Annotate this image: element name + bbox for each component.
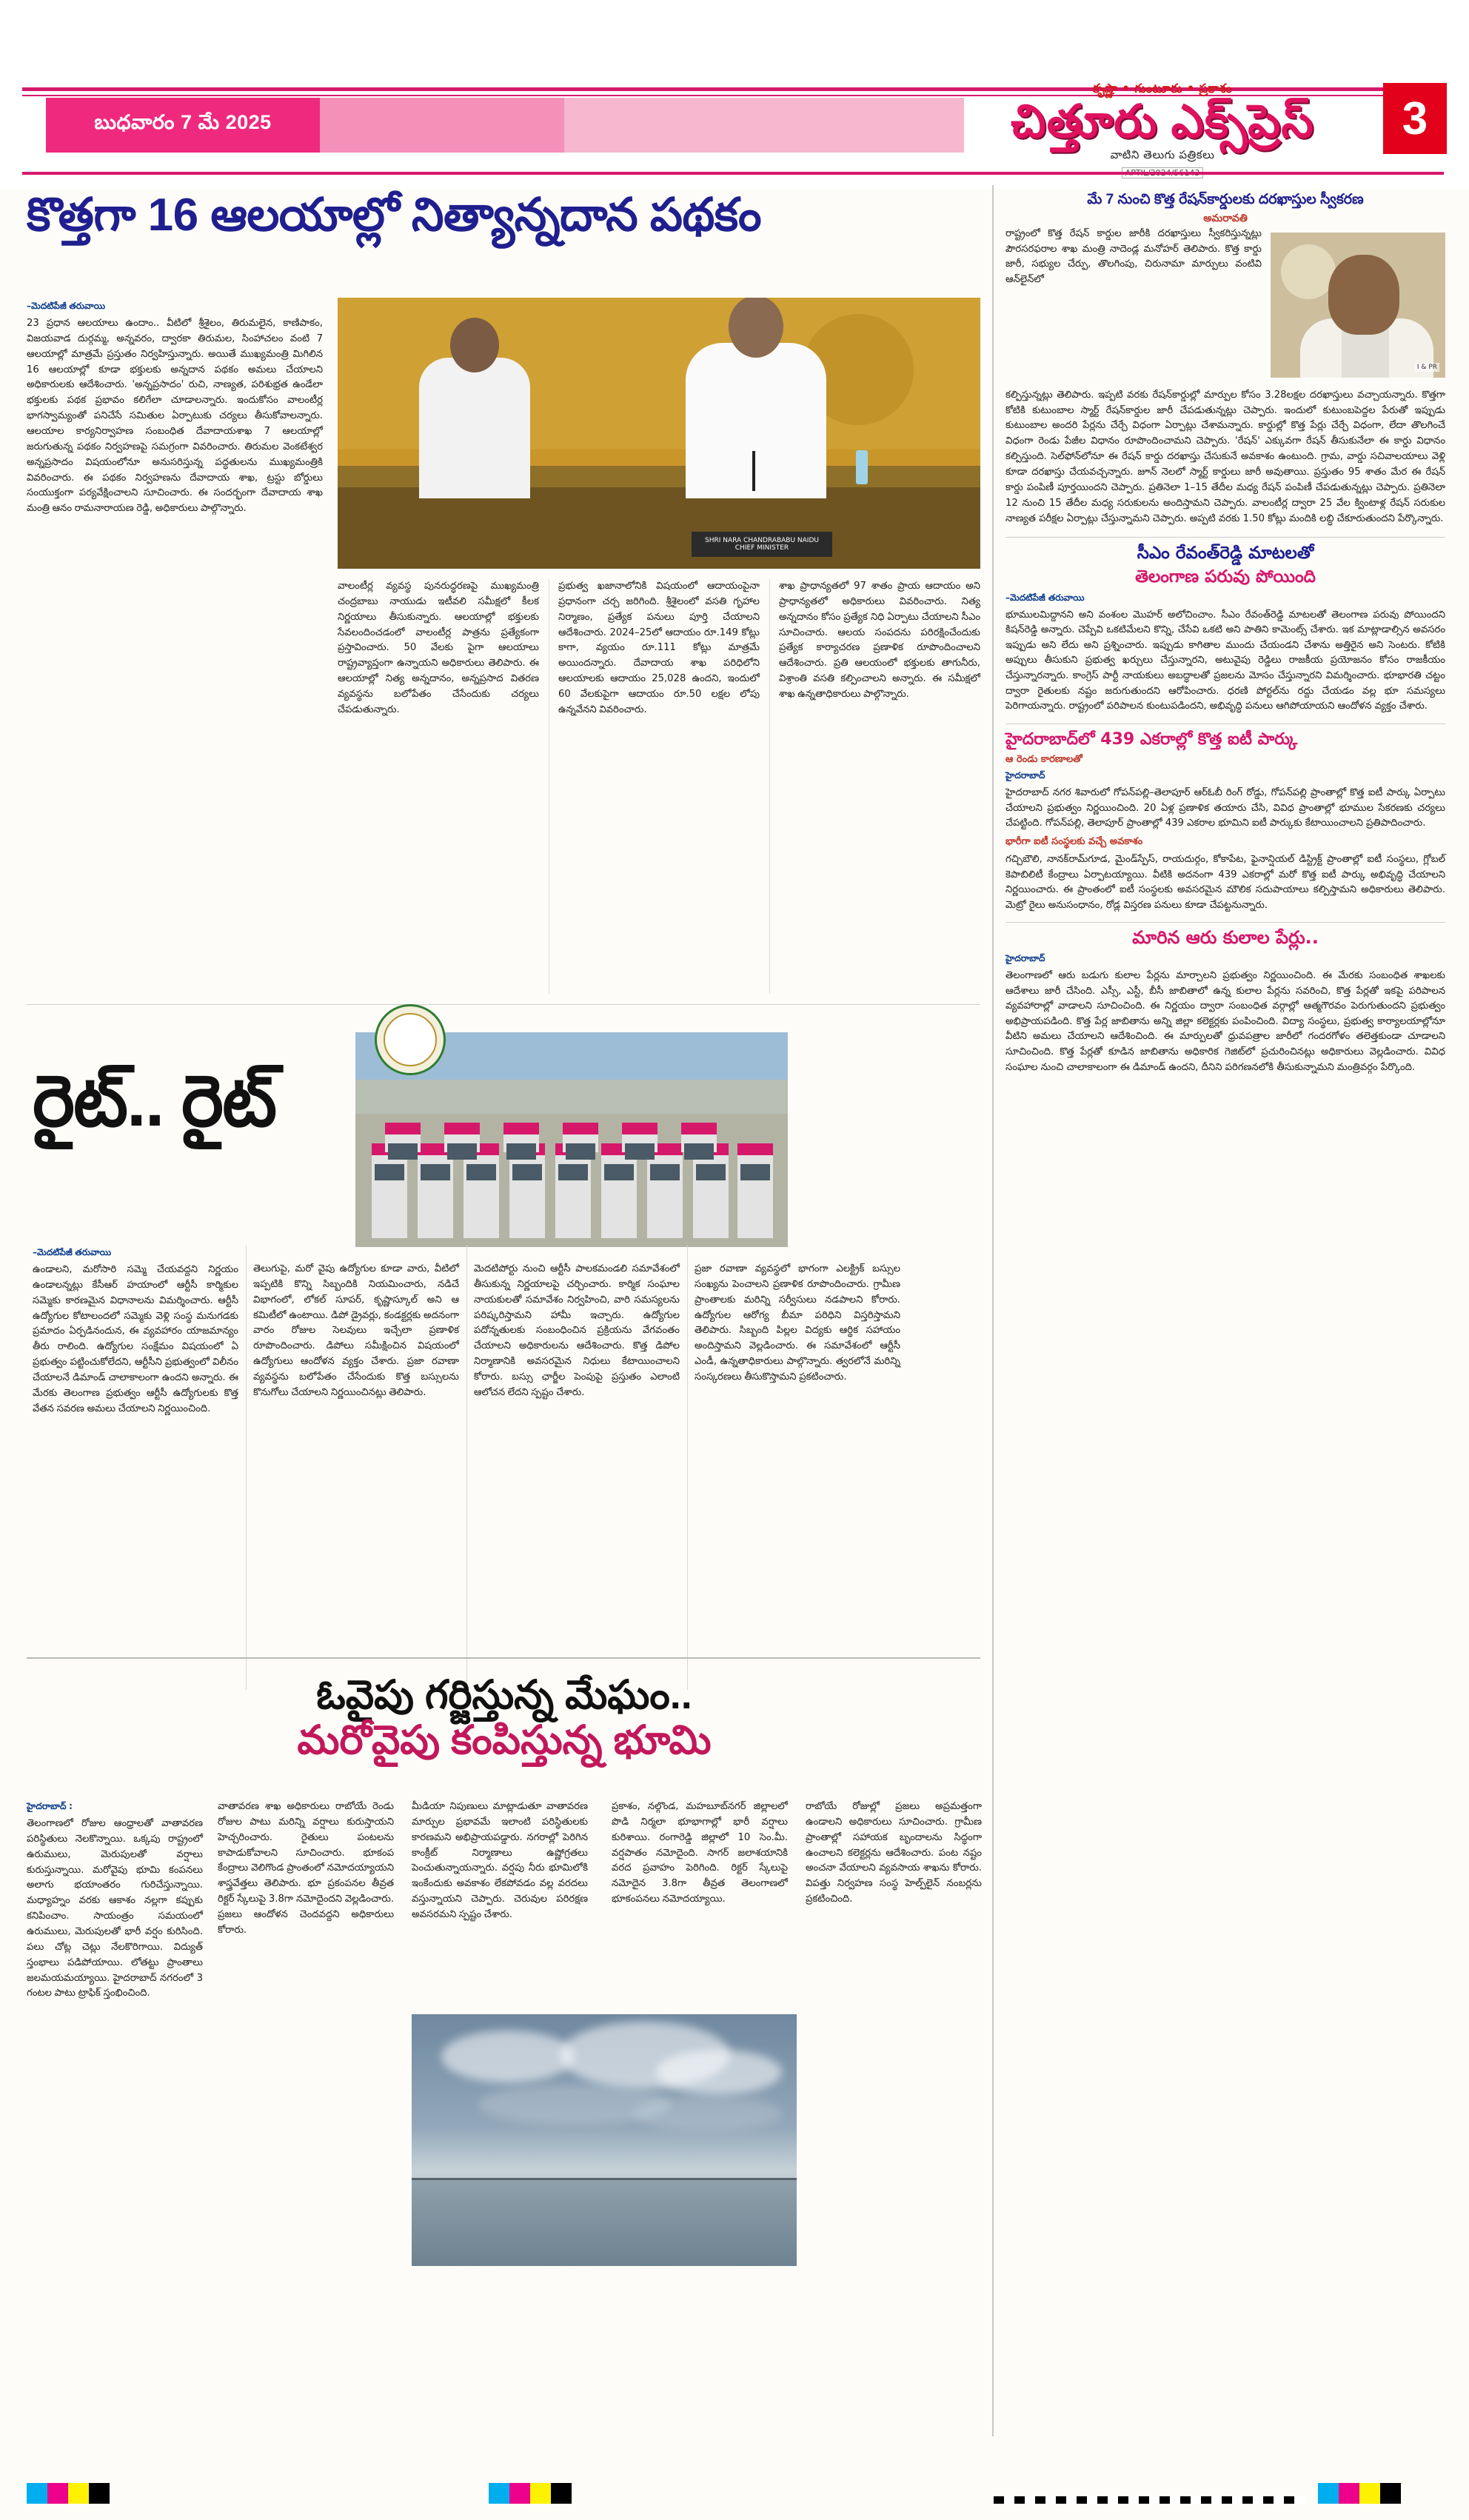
page-number: 3 — [1383, 83, 1447, 154]
story-temples-col4-text: శాఖ ప్రాధాన్యతలో 97 శాతం ప్రాయ ఆదాయం అని ప్రాధాన్యతలో అధికారులు వివరించారు. నిత్య అన్నదానం కోసం ప్రత్యేక నిధి ఏర్పాటు చేయాలని సీఎం సూచించారు. ఆలయ సంపదను పరిరక్షించేందుకు ప్రత్యేక కార్యాచరణ ప్రణాళిక రూపొందించాలని ఆదేశించారు. ప్రతి ఆలయంలో భక్తులకు తాగునీరు, విశ్రాంతి వసతి కల్పించాలని అన్నారు. ఈ సమీక్షలో శాఖ ఉన్నతాధికారులు పాల్గొన్నారు. — [779, 581, 980, 701]
story-rtc-col3 — [474, 1262, 680, 1401]
story-names-text: తెలంగాణలో ఆరు బడుగు కులాల పేర్లను మార్చాలని ప్రభుత్వం నిర్ణయించింది. ఈ మేరకు సంబంధిత శాఖలకు ఆదేశాలు జారీ చేసింది. ఎస్సీ, ఎస్టీ, బీసీ జాబితాలో ఉన్న కులాల పేర్లను సవరించి, కొత్త పేర్లతో ఇకపై పరిపాలన వ్యవహారాల్లో వాడాలని సూచించింది. ఈ నిర్ణయం ద్వారా సంబంధిత వర్గాల్లో ఆత్మగౌరవం పెరుగుతుందని ప్రభుత్వం అభిప్రాయపడింది. కొత్త పేర్ల జాబితాను అన్ని జిల్లా కలెక్టర్లకు పంపించింది. విద్యా సంస్థలు, ప్రభుత్వ కార్యాలయాల్లోనూ వీటిని అమలు చేయాలని ఆదేశించింది. ఈ మార్పులతో ధ్రువపత్రాల జారీలో గందరగోళం తలెత్తకుండా చూడాలని సూచించింది. కొత్త పేర్లతో కూడిన జాబితాను అధికారిక గెజిట్‌లో ప్రచురించినట్లు అధికారులు వెల్లడించారు. వివిధ సంఘాల నుంచి చాలాకాలంగా ఈ డిమాండ్ ఉందని, దీనిని పరిగణనలోకి తీసుకున్నామని మంత్రివర్గం పేర్కొంది. — [1005, 970, 1445, 1073]
story-rtc-col2 — [253, 1262, 459, 1401]
photo-storm-clouds — [412, 2014, 797, 2266]
story-temples — [27, 275, 979, 1001]
story-rtc-col4-text: ప్రజా రవాణా వ్యవస్థలో భాగంగా ఎలక్ట్రిక్ బస్సుల సంఖ్యను పెంచాలని ప్రణాళిక రూపొందించారు. గ్రామీణ ప్రాంతాలకు మరిన్ని సర్వీసులు నడపాలని కోరారు. ఉద్యోగుల ఆరోగ్య బీమా పరిధిని విస్తరిస్తామని తెలిపారు. సిబ్బంది పిల్లల విద్యకు ఆర్థిక సహాయం అందిస్తామని వెల్లడించారు. ఈ సమావేశంలో ఆర్టీసీ ఎండీ, ఉన్నతాధికారులు పాల్గొన్నారు. త్వరలోనే మరిన్ని సంస్కరణలు తీసుకొస్తామని ప్రకటించారు. — [695, 1263, 900, 1383]
story-revanth-headline-line1: సీఎం రేవంత్‌రెడ్డి మాటలతో — [1137, 544, 1314, 564]
story-weather-col2 — [218, 1799, 394, 1939]
story-weather-col5-text: రాబోయే రోజుల్లో ప్రజలు అప్రమత్తంగా ఉండాలని అధికారులు సూచించారు. గ్రామీణ ప్రాంతాల్లో సహాయక బృందాలను సిద్ధంగా ఉంచాలని కలెక్టర్లను ఆదేశించారు. పంట నష్టం అంచనా వేయాలని వ్యవసాయ శాఖను కోరారు. విపత్తు నిర్వహణ సంస్థ హెల్ప్‌లైన్ నంబర్లను ప్రకటించింది. — [806, 1801, 982, 1905]
government-seal-icon — [1281, 244, 1336, 299]
color-bars-middle — [489, 2483, 572, 2504]
story-rtc-headline: రైట్.. రైట్ — [33, 1062, 276, 1141]
story-weather-col3 — [412, 1799, 588, 1923]
swatch-yellow — [68, 2483, 89, 2504]
date-badge-filler — [320, 98, 564, 153]
story-itpark-headline: హైదరాబాద్‌లో 439 ఎకరాల్లో కొత్త ఐటీ పార్కు — [1005, 729, 1298, 749]
story-temples-col1-text: 23 ప్రధాన ఆలయాలు ఉందాం.. వీటిలో శ్రీశైలం, తిరుమలైన, కాణిపాకం, విజయవాడ దుర్గమ్మ, అన్నవరం, ద్వారకా తిరుమల, సింహాచలం వంటి 7 ఆలయాల్లో మాత్రమే ప్రస్తుతం నిర్వహిస్తున్నారు. అయితే ముఖ్యమంత్రి మిగిలిన 16 ఆలయాల్లో కూడా భక్తులకు అన్నదాన పథకం అమలు చేయాలని అధికారులకు ఆదేశించారు. 'అన్నప్రసాదం' రుచి, నాణ్యత, పరిశుభ్రత ఉండేలా భక్తులకు పథక ప్రభావం కలిగేలా చూడాలన్నారు. ఇందుకోసం వాలంటీర్ల భాగస్వామ్యంతో పనిచేసే సమితుల ఏర్పాటుకు చర్యలు తీసుకోవాలన్నారు. ఆలయాల కార్యనిర్వాహణ సంబంధిత దేవాదాయశాఖ 7 ఆలయాల్లో జరుగుతున్న పథకం నిర్వహణపై సమగ్రంగా వివరించారు. తిరుమల వెంకటేశ్వర అన్నప్రసాదం విషయంలోనూ అనుసరిస్తున్న పద్ధతులను ముఖ్యమంత్రికి వివరించారు. ఈ పథకం నిర్వహణను దేవాదాయ శాఖ, ట్రస్టు బోర్డులు సంయుక్తంగా పర్యవేక్షించాలని సూచించారు. ఈ సందర్భంగా దేవాదాయ శాఖ మంత్రి ఆనం రామనారాయణ రెడ్డి, అధికారులు పాల్గొన్నారు. — [27, 317, 323, 515]
story-weather-col1-text: తెలంగాణలో రోజుల ఆంధ్రాలతో వాతావరణ పరిస్థితులు నెలకొన్నాయి. ఒక్కపు రాష్ట్రంలో ఉరుములు, మెరుపులతో వర్షాలు కురుస్తున్నాయి. మరోవైపు భూమి కంపనలు అలాగు భయాంతరం గురిచేస్తున్నాయి. మధ్యాహ్నం వరకు ఆకాశం నల్లగా కప్పుకు కనిపించాం. సాయంత్రం సమయంలో ఉరుములు, మెరుపులతో భారీ వర్షం కురిసింది. పలు చోట్ల చెట్లు నేలకొరిగాయి. విద్యుత్ స్తంభాలు పడిపోయాయి. లోతట్టు ప్రాంతాలు జలమయమయ్యాయి. హైదరాబాద్ నగరంలో 3 గంటల పాటు ట్రాఫిక్ స్తంభించింది. — [27, 1817, 203, 1999]
swatch-magenta-3 — [1339, 2483, 1359, 2504]
story-weather-col2-text: వాతావరణ శాఖ అధికారులు రాబోయే రెండు రోజుల పాటు మరిన్ని వర్షాలు కురుస్తాయని హెచ్చరించారు. రైతులు పంటలను కాపాడుకోవాలని సూచించారు. భూకంప కేంద్రాలు వెలిగొండ ప్రాంతంలో నమోదయ్యాయని శాస్త్రవేత్తలు తెలిపారు. భూ ప్రకంపనల తీవ్రత రిక్టర్ స్కేలుపై 3.8గా నమోదైందని వెల్లడించారు. ప్రజలు ఆందోళన చెందవద్దని అధికారులు కోరారు. — [218, 1801, 394, 1936]
color-bars-left — [27, 2483, 110, 2504]
column-divider-main — [992, 185, 994, 2436]
story-revanth — [1005, 544, 1445, 714]
date-badge: బుధవారం 7 మే 2025 — [46, 98, 320, 153]
newspaper-logo — [955, 80, 1370, 169]
story-temples-byline: –మెదటిపేజీ తరువాయి — [27, 301, 106, 311]
story-temples-col3-text: ప్రభుత్వ ఖజానాలోనికి విషయంలో ఆదాయంపైనా ప్రధానంగా చర్చ జరిగింది. శ్రీశైలంలో వసతి గృహాల నిర్మాణం, ప్రత్యేక పనులు పూర్తి చేయాలని ఆదేశించారు. 2024–25లో ఆదాయం రూ.149 కోట్లు కాగా, వ్యయం రూ.111 కోట్లు మాత్రమే అయిందన్నారు. దేవాదాయ శాఖ పరిధిలోని ఆలయాలకు ఆదాయం 25,028 ఉందని, ఇందులో 60 వేలకుపైగా ఆదాయం రూ.50 లక్షల లోపు ఉన్నవేనని వివరించారు. — [558, 581, 760, 715]
story-temples-col1 — [27, 299, 323, 988]
masthead — [0, 0, 1469, 189]
story-weather — [27, 1799, 982, 2466]
story-ration-subhead: అమరావతి — [1203, 212, 1248, 224]
logo-subtitle: వాటిని తెలుగు పత్రికలు — [1110, 148, 1215, 161]
story-itpark-subhead2: భారీగా ఐటీ సంస్థలకు వచ్చే అవకాశం — [1005, 835, 1143, 847]
swatch-cyan-2 — [489, 2483, 509, 2504]
story-revanth-headline-line2: తెలంగాణ పరువు పోయింది — [1135, 567, 1316, 587]
story-weather-col3-text: మీడియా నిపుణులు మాట్లాడుతూ వాతావరణ మార్పుల ప్రభావమే ఇలాంటి పరిస్థితులకు కారణమని అభిప్రాయపడ్డారు. నగరాల్లో పెరిగిన కాంక్రీట్ నిర్మాణాలు ఉష్ణోగ్రతలు పెంచుతున్నాయన్నారు. వర్షపు నీరు భూమిలోకి ఇంకేందుకు అవకాశం లేకపోవడం వల్ల వరదలు వస్తున్నాయని చెప్పారు. చెరువుల పరిరక్షణ అవసరమని స్పష్టం చేశారు. — [412, 1801, 588, 1921]
swatch-magenta-2 — [509, 2483, 530, 2504]
story-itpark-subhead: ఆ రెండు కారణాలతో — [1005, 754, 1082, 766]
story-names — [1005, 927, 1445, 1075]
divider-rail-2 — [1005, 723, 1445, 724]
photo-minister — [1271, 233, 1445, 378]
story-rtc-col1 — [33, 1246, 238, 1417]
color-bars-right — [1318, 2483, 1401, 2504]
story-ration-headline: మే 7 నుంచి కొత్త రేషన్‌కార్డులకు దరఖాస్తుల స్వీకరణ — [1087, 192, 1364, 207]
story-rtc — [27, 1023, 979, 1660]
story-rtc-col2-text: తెలుగుపై, మరో వైపు ఉద్యోగుల కూడా వారు, వీటిలో ఇప్పటికి కొన్ని సిబ్బందికి నియమించారు, నడిచే విభాగంలో, లోకల్ సూపర్, కృష్ణాస్కూల్ అని ఆ కమిటీలో ఉంటాయి. డిపో డ్రైవర్లు, కండక్టర్లకు అదనంగా వారం రోజుల సెలవులు ఇచ్చేలా ప్రణాళిక రూపొందించారు. డిపోలు సమీక్షించిన విషయంలో ఉద్యోగులు ఆందోళన వ్యక్తం చేశారు. ప్రజా రవాణా వ్యవస్థను బలోపేతం చేసేందుకు కొత్త బస్సులను కొనుగోలు చేయాలని నిర్ణయించినట్లు తెలిపారు. — [253, 1263, 459, 1398]
divider-rail-1 — [1005, 537, 1445, 538]
swatch-black-2 — [551, 2483, 572, 2504]
divider-rail-3 — [1005, 922, 1445, 923]
divider-rtc-2 — [466, 1246, 467, 1690]
story-revanth-text: భూములమిద్దానని అని వంశంల మొహర్ అలోచించాం. సీఎం రేవంత్‌రెడ్డి మాటలతో తెలంగాణ పరువు పోయిందని కిషన్‌రెడ్డి అన్నారు. చెప్పేవి ఒకటిమేలని కొన్ని, చేసేవి ఒకటి అని పాతిని కామెంట్స్ చేశారు. ఇక మాట్లాడాల్సిన అవసరం ఇప్పుడు అని లేదు అని ప్రశ్నించారు. ఇప్పుడు కాగితాల ముందు చేయండని చేశాను అత్తిరైన అని సెంటరు. కోటికి అప్పులు తీసుకుని ప్రభుత్వ ఖర్చులు చేస్తున్నారని, అటువైపు రెడ్డిలు రాజకీయ ప్రయోజనం కోసం రాజకీయం చేస్తున్నారన్నారు. కాంగ్రెస్ పార్టీ నాయకులు అబద్ధాలతో ప్రజలను మోసం చేస్తున్నారని విమర్శించారు. భూభారతి చట్టం ద్వారా రైతులకు నష్టం జరుగుతుందని ఆరోపించారు. ధరణి పోర్టల్‌ను రద్దు చేయడం వల్ల భూ సమస్యలు పెరిగాయన్నారు. రాష్ట్రంలో పరిపాలన కుంటుపడిందని, అభివృద్ధి పనులు ఆగిపోయాయని ఆందోళన వ్యక్తం చేశారు. — [1005, 609, 1445, 712]
story-revanth-byline: –మెదటిపేజీ తరువాయి — [1005, 592, 1085, 603]
divider-rtc-3 — [687, 1246, 688, 1690]
water-bottle-icon — [856, 450, 868, 484]
swatch-yellow-3 — [1359, 2483, 1380, 2504]
photo-cm-meeting — [338, 298, 980, 569]
story-weather-col4-text: ప్రకాశం, నల్గొండ, మహబూబ్‌నగర్ జిల్లాలలో పొడి నిర్మలా భూభాగాల్లో భారీ వర్షాలు కురిశాయి. రంగారెడ్డి జిల్లాలో 10 సెం.మీ. వర్షపాతం నమోదైంది. సాగర్ జలాశయానికి వరద ప్రవాహం పెరిగింది. రిక్టర్ స్కేలుపై నమోదైన 3.8గా తీవ్రత తెలంగాణలో భూకంపనలు నమోదయ్యాయి. — [612, 1801, 788, 1905]
swatch-black — [89, 2483, 110, 2504]
masthead-pink-band — [564, 98, 964, 153]
swatch-black-3 — [1380, 2483, 1401, 2504]
story-itpark-text1: హైదరాబాద్ నగర శివారులో గోపన్‌పల్లి–తెలాపూర్ ఆర్ఓబీ రింగ్ రోడ్డు, గోపన్‌పల్లి ప్రాంతాల్లో కొత్త ఐటీ పార్కు ఏర్పాటు చేయాలని ప్రభుత్వం నిర్ణయించింది. 20 ఏళ్ల ప్రణాళిక తయారు చేసి, వివిధ ప్రాంతాల్లో భూముల సేకరణకు చర్యలు చేపట్టింది. గోపన్‌పల్లి, తెలాపూర్ ప్రాంతాల్లో 439 ఎకరాల భూమిని ఐటీ పార్కుకు కేటాయించాలని ప్రతిపాదించారు. — [1005, 787, 1445, 829]
divider-after-story1 — [27, 1004, 980, 1005]
story-ration-text2: కల్పిస్తున్నట్లు తెలిపారు. ఇప్పటి వరకు రేషన్‌కార్డుల్లో మార్పుల కోసం 3.28లక్షల దరఖాస్తులు వచ్చాయన్నారు. కొత్తగా కోటికి కుటుంబాల స్మార్ట్ రేషన్‌కార్డుల జారీ చేపడుతున్నట్లు చెప్పారు. ఇందులో కుటుంబపెద్దల పేరుతో ఇప్పుడు కుటుంబాల అందరి పేర్లను చేర్చే విధంగా ఏర్పాట్లు చేశామన్నారు. కార్డుల్లో కొత్త పేర్లు చేర్చే విధంగా, లేదా తొలగించే విధంగా రెండు పేజీల విధానం రూపొందించామని చెప్పారు. 'రేషన్' ఎక్కువగా రేషన్ తీసుకునేలా ఈ కార్డు విధానం కల్పిస్తుంది. సెల్‌ఫోన్‌లోనూ ఈ రేషన్ కార్డు దరఖాస్తు చేసుకునే అవకాశం ఉంటుంది. గ్రామ, వార్డు సచివాలయాలు వెళ్లి కూడా దరఖాస్తు చేయవచ్చన్నారు. జూన్ నెలలో స్మార్ట్ కార్డులు జారీ అవుతాయి. ప్రస్తుతం 95 శాతం మేర ఈ రేషన్ కార్డు పంపిణీ పూర్తయిందని చెప్పారు. ప్రతినెలా 1–15 తేదీల మధ్య రేషన్ పంపిణీ చేపడుతున్నట్లు చెప్పారు. ప్రతినెలా 12 నుంచి 15 తేదీల మధ్య సరుకులను అందిస్తామని చెప్పారు. వాలంటీర్ల ద్వారా 25 వేల క్వింటాళ్ల రేషన్ సరుకుల నాణ్యత పరీక్షల ఏర్పాట్లు చేస్తున్నామని చెప్పారు. అప్పటి వరకు 1.50 కోట్లు మందికి లబ్ధి చేకూరుతుందని పేర్కొన్నారు. — [1005, 389, 1445, 524]
story-ration — [1005, 191, 1445, 527]
logo-title: చిత్తూరు ఎక్స్‌ప్రెస్ — [1011, 96, 1314, 147]
story-rtc-col4 — [695, 1262, 900, 1386]
swatch-cyan — [27, 2483, 47, 2504]
lead-headline: కొత్తగా 16 ఆలయాల్లో నిత్యాన్నదాన పథకం — [27, 190, 762, 241]
story-rtc-col1-text: ఉండాలని, మరోసారి సమ్మె చేయవద్దని నిర్ణయం ఉండాలన్నట్లు కేసీఆర్ హయాంలో ఆర్టీసీ కార్మికుల సమ్మెకు కారణమైన విధానాలను విమర్శించారు. ఆర్టీసీ ఉద్యోగుల కోటాలందలో సమ్మెకు వెళ్లి సంస్థ మనుగడకు ప్రమాదం ఏర్పడినందున, ఈ వ్యవహారం యాజమాన్యం తీరు రాలింది. ఉద్యోగుల సంక్షేమం విషయంలో ఏ ప్రభుత్వం పట్టించుకోలేదని, ఆర్టీసీని ప్రభుత్వంలో విలీనం చేయాలనే డిమాండ్ చాలాకాలంగా ఉందని అన్నారు. ఈ మేరకు తెలంగాణ ప్రభుత్వం ఆర్టీసీ ఉద్యోగులకు కొత్త వేతన సవరణ అమలు చేయాలని నిర్ణయించింది. — [33, 1263, 238, 1414]
story-weather-col5 — [806, 1799, 982, 1908]
story-weather-headline — [27, 1674, 982, 1763]
logo-tagline-top: కృష్ణా • గుంటూరు • ప్రకాశం — [1092, 81, 1233, 96]
microphone-icon — [752, 451, 755, 491]
divider-after-story2 — [27, 1657, 980, 1659]
story-itpark — [1005, 730, 1445, 914]
story-weather-byline: హైదరాబాద్ : — [27, 1801, 73, 1811]
photo-credit: I & PR — [1415, 363, 1439, 372]
swatch-magenta — [47, 2483, 68, 2504]
story-itpark-byline: హైదరాబాద్ — [1005, 770, 1045, 781]
story-itpark-text2: గచ్చిబౌలి, నానక్‌రామ్‌గూడ, మైండ్‌స్పేస్, రాయదుర్గం, కోకాపేట, ఫైనాన్షియల్ డిస్ట్రిక్ట్ ప్రాంతాల్లో ఐటీ సంస్థలు, గ్లోబల్ కెపాబిలిటీ కేంద్రాలు ఏర్పాటయ్యాయి. వీటికి అదనంగా 439 ఎకరాల్లో మరో కొత్త ఐటీ పార్కు అభివృద్ధి చేయాలని నిర్ణయించారు. ఈ ప్రాంతంలో ఐటీ సంస్థలకు అవసరమైన మౌలిక సదుపాయాలు కల్పిస్తామని అధికారులు తెలిపారు. మెట్రో రైలు అనుసంధానం, రోడ్ల విస్తరణ పనులు కూడా చేపట్టనున్నారు. — [1005, 853, 1445, 911]
story-rtc-col3-text: మెదటిపోర్టు నుంచి ఆర్టీసీ పాలకమండలి సమావేశంలో తీసుకున్న నిర్ణయాలపై చర్చించారు. కార్మిక సంఘాల నాయకులతో సమావేశం నిర్వహించి, వారి సమస్యలను పరిష్కరిస్తామని హామీ ఇచ్చారు. ఉద్యోగుల పదోన్నతులకు సంబంధించిన ప్రక్రియను వేగవంతం చేయాలని అధికారులను ఆదేశించారు. కొత్త డిపోల నిర్మాణానికి అవసరమైన నిధులు కేటాయించాలని కోరారు. బస్సు ఛార్జీల పెంపుపై ప్రస్తుతం ఎలాంటి ఆలోచన లేదని స్పష్టం చేశారు. — [474, 1263, 680, 1398]
story-weather-col1 — [27, 1799, 203, 2002]
story-temples-lower-columns — [338, 579, 980, 994]
photo-nameplate: SHRI NARA CHANDRABABU NAIDU CHIEF MINISTER — [692, 532, 832, 557]
story-names-byline: హైదరాబాద్ — [1005, 953, 1045, 964]
story-weather-headline-line1: ఓవైపు గర్జిస్తున్న మేఘం.. — [316, 1673, 692, 1717]
masthead-rule-bottom — [22, 172, 1444, 175]
story-ration-text1: రాష్ట్రంలో కొత్త రేషన్ కార్డుల జారీకి దరఖాస్తులు స్వీకరిస్తున్నట్లు పౌరసరఫరాల శాఖ మంత్రి నాదెండ్ల మనోహర్ తెలిపారు. కొత్త కార్డు జారీ, సభ్యుల చేర్పు, తొలగింపు, చిరునామా మార్పులు వంటివి ఆన్‌లైన్‌లో — [1005, 227, 1262, 286]
swatch-cyan-3 — [1318, 2483, 1339, 2504]
story-rtc-byline: –మెదటిపేజీ తరువాయి — [33, 1247, 112, 1257]
right-rail — [1005, 191, 1445, 1075]
rtc-logo-icon — [375, 1004, 446, 1075]
story-temples-col2-text: వాలంటీర్ల వ్యవస్థ పునరుద్ధరణపై ముఖ్యమంత్రి చంద్రబాబు నాయుడు ఇటీవలి సమీక్షలో కీలక నిర్ణయాలు తీసుకున్నారు. ఆలయాల్లో భక్తులకు సేవలందించడంలో వాలంటీర్ల పాత్రను ప్రత్యేకంగా ప్రస్తావించారు. 50 వేలకు పైగా ఆలయాలు రాష్ట్రవ్యాప్తంగా ఉన్నాయని అధికారులు తెలిపారు. ఈ ఆలయాల్లో నిత్య అన్నదానం, అన్నప్రసాద వితరణ వ్యవస్థను బలోపేతం చేసేందుకు చర్యలు చేపడుతున్నారు. — [338, 581, 539, 715]
story-names-headline: మారిన ఆరు కులాల పేర్లు.. — [1132, 927, 1319, 949]
divider-rtc-1 — [246, 1246, 247, 1690]
registration-bar — [994, 2496, 1305, 2504]
swatch-yellow-2 — [530, 2483, 551, 2504]
story-weather-headline-line2: మరోవైపు కంపిస్తున్న భూమి — [297, 1718, 712, 1763]
story-weather-col4 — [612, 1799, 788, 1908]
